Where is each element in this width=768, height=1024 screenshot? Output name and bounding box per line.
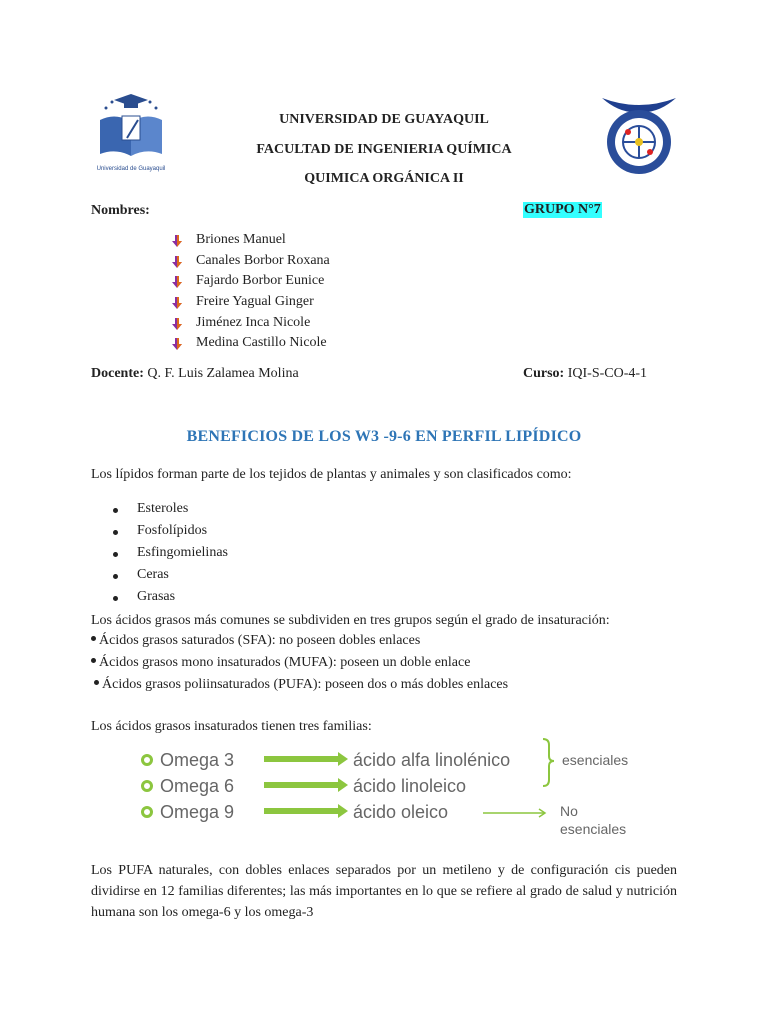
fatty-acids-intro: Los ácidos grasos más comunes se subdividen en tres grupos según el grado de insaturación:	[91, 613, 610, 628]
list-item: Esteroles	[113, 501, 228, 523]
names-label: Nombres:	[91, 203, 150, 218]
list-item: Esfingomielinas	[113, 545, 228, 567]
arrow-icon	[264, 756, 338, 762]
list-item	[170, 253, 330, 274]
arrow-bullet-icon	[170, 276, 184, 288]
subject-name: QUIMICA ORGÁNICA II	[304, 171, 464, 186]
omega-9-label: Omega 9	[160, 802, 235, 822]
arrow-bullet-icon	[170, 297, 184, 309]
faculty-seal-logo	[598, 92, 680, 176]
list-item: Ácidos grasos poliinsaturados (PUFA): poseen dos o más dobles enlaces	[94, 677, 508, 693]
list-item	[170, 273, 330, 294]
omega-3-acid: ácido alfa linolénico	[353, 750, 511, 770]
teacher-value: Q. F. Luis Zalamea Molina	[147, 366, 299, 381]
member-name: Canales Borbor Roxana	[196, 252, 330, 268]
omega-6-acid: ácido linoleico	[353, 776, 467, 796]
group-number: GRUPO N°7	[524, 202, 601, 217]
omega-families-figure	[138, 736, 640, 840]
arrow-icon	[264, 782, 338, 788]
teacher-line	[91, 365, 299, 383]
list-item	[170, 294, 330, 315]
bullet-icon	[143, 808, 152, 817]
omega-6-label: Omega 6	[160, 776, 235, 796]
non-essential-label-1: No	[560, 803, 578, 819]
svg-text:Universidad de Guayaquil: Universidad de Guayaquil	[96, 166, 166, 172]
list-item	[170, 335, 330, 356]
list-item: Fosfolípidos	[113, 523, 228, 545]
arrow-icon	[264, 808, 338, 814]
bullet-icon	[143, 782, 152, 791]
families-intro: Los ácidos grasos insaturados tienen tres familias:	[91, 719, 372, 734]
member-name: Freire Yagual Ginger	[196, 294, 314, 310]
member-name: Fajardo Borbor Eunice	[196, 273, 325, 289]
arrow-bullet-icon	[170, 318, 184, 330]
omega-9-acid: ácido oleico	[353, 802, 449, 822]
arrow-bullet-icon	[170, 338, 184, 350]
bullet-icon	[143, 756, 152, 765]
list-item	[170, 232, 330, 253]
arrow-bullet-icon	[170, 235, 184, 247]
university-name: UNIVERSIDAD DE GUAYAQUIL	[279, 112, 489, 127]
list-item: Grasas	[113, 589, 228, 611]
course-label: Curso:	[523, 366, 565, 381]
university-logo	[94, 94, 168, 178]
pufa-paragraph: Los PUFA naturales, con dobles enlaces separados por un metileno y de configuración cis pueden dividirse en 12 familias diferentes; las más importantes en lo que se refiere al grado de salud y nutrición humana son los omega-6 y los omega-3	[91, 863, 677, 920]
faculty-name: FACULTAD DE INGENIERIA QUÍMICA	[256, 142, 512, 157]
course-line	[523, 365, 647, 383]
list-item: Ácidos grasos saturados (SFA): no poseen dobles enlaces	[91, 633, 420, 649]
intro-text: Los lípidos forman parte de los tejidos de plantas y animales y son clasificados como:	[91, 467, 572, 482]
list-item	[170, 315, 330, 336]
arrow-bullet-icon	[170, 256, 184, 268]
section-heading: BENEFICIOS DE LOS W3 -9-6 EN PERFIL LIPÍDICO	[186, 428, 582, 445]
member-name: Briones Manuel	[196, 232, 286, 247]
member-name: Medina Castillo Nicole	[196, 335, 327, 351]
omega-3-label: Omega 3	[160, 750, 235, 770]
teacher-label: Docente:	[91, 366, 144, 381]
non-essential-label-2: esenciales	[560, 821, 627, 837]
list-item: Ceras	[113, 567, 228, 589]
list-item: Ácidos grasos mono insaturados (MUFA): poseen un doble enlace	[91, 655, 470, 671]
course-value: IQI-S-CO-4-1	[567, 366, 648, 381]
members-list	[170, 232, 330, 356]
bracket-icon	[543, 739, 554, 786]
member-name: Jiménez Inca Nicole	[196, 314, 311, 330]
lipid-types-list	[113, 501, 228, 611]
essential-label: esenciales	[562, 752, 629, 768]
